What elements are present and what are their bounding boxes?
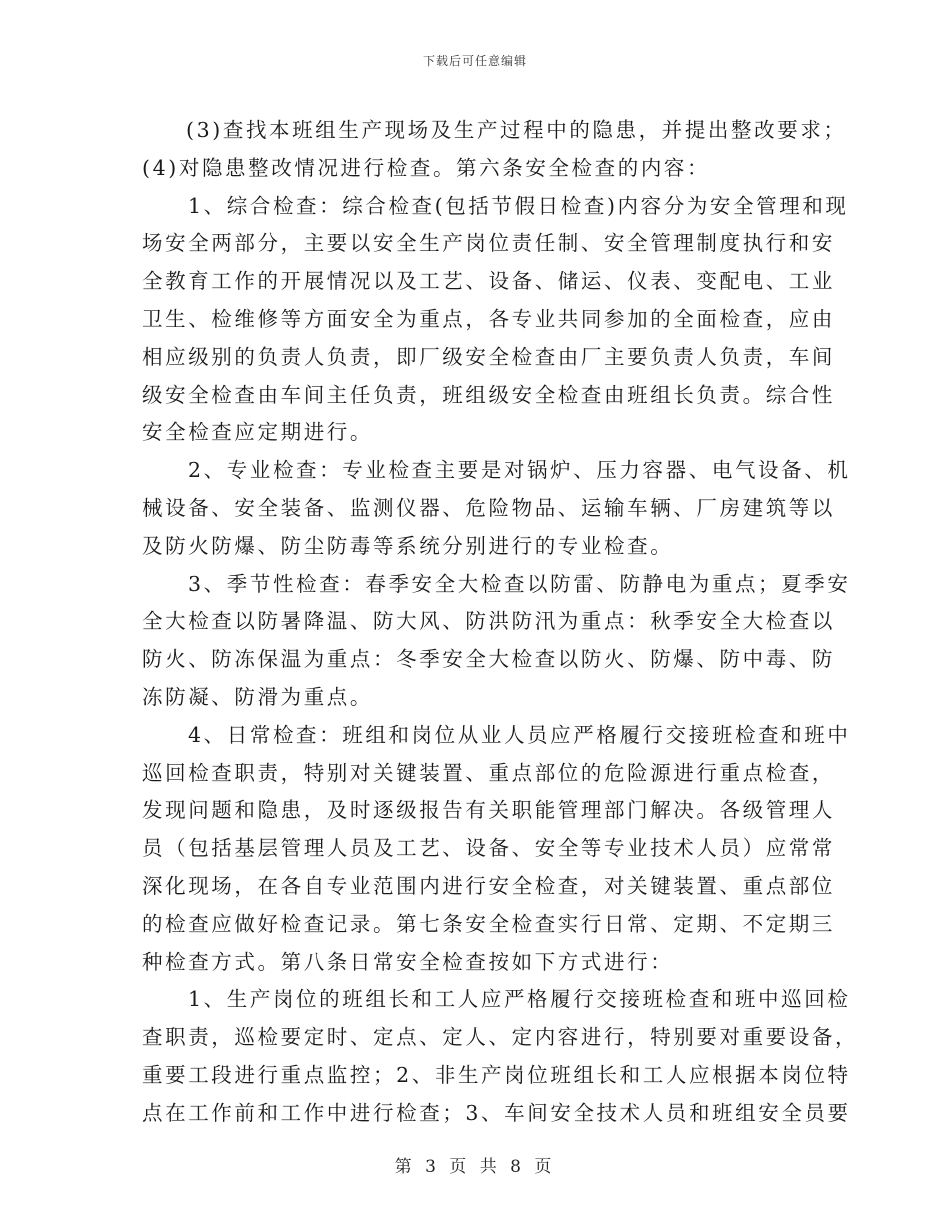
text-line: 相应级别的负责人负责，即厂级安全检查由厂主要负责人负责，车间	[142, 344, 835, 369]
text-line: 深化现场，在各自专业范围内进行安全检查，对关键装置、重点部位	[142, 873, 835, 898]
text-line: 种检查方式。第八条日常安全检查按如下方式进行：	[142, 949, 674, 974]
text-line: 级安全检查由车间主任负责，班组级安全检查由班组长负责。综合性	[142, 382, 835, 407]
text-line: 发现问题和隐患，及时逐级报告有关职能管理部门解决。各级管理人	[142, 798, 835, 823]
text-line: 点在工作前和工作中进行检查；3、车间安全技术人员和班组安全员要	[142, 1100, 851, 1125]
text-line: (4)对隐患整改情况进行检查。第六条安全检查的内容：	[142, 155, 711, 180]
text-line: 巡回检查职责，特别对关键装置、重点部位的危险源进行重点检查，	[142, 760, 835, 785]
text-line: (3)查找本班组生产现场及生产过程中的隐患，并提出整改要求；	[186, 118, 847, 142]
text-line: 3、季节性检查：春季安全大检查以防雷、防静电为重点；夏季安	[188, 571, 851, 596]
text-line: 安全检查应定期进行。	[142, 420, 373, 445]
document-body	[142, 112, 859, 1133]
text-line: 的检查应做好检查记录。第七条安全检查实行日常、定期、不定期三	[142, 911, 835, 936]
text-line: 1、综合检查：综合检查(包括节假日检查)内容分为安全管理和现	[188, 193, 849, 218]
text-line: 重要工段进行重点监控；2、非生产岗位班组长和工人应根据本岗位特	[142, 1062, 851, 1087]
text-line: 1、生产岗位的班组长和工人应严格履行交接班检查和班中巡回检	[188, 987, 851, 1012]
page-number-footer: 第 3 页 共 8 页	[394, 1157, 556, 1177]
page-header: 下载后可任意编辑	[422, 54, 527, 68]
text-line: 员（包括基层管理人员及工艺、设备、安全等专业技术人员）应常常	[142, 836, 835, 861]
text-line: 冻防凝、防滑为重点。	[142, 684, 373, 709]
text-line: 及防火防爆、防尘防毒等系统分别进行的专业检查。	[142, 533, 674, 558]
text-line: 场安全两部分，主要以安全生产岗位责任制、安全管理制度执行和安	[142, 231, 835, 256]
text-line: 械设备、安全装备、监测仪器、危险物品、运输车辆、厂房建筑等以	[142, 495, 835, 520]
text-line: 2、专业检查：专业检查主要是对锅炉、压力容器、电气设备、机	[188, 458, 851, 483]
text-line: 4、日常检查：班组和岗位从业人员应严格履行交接班检查和班中	[188, 722, 851, 747]
text-line: 防火、防冻保温为重点：冬季安全大检查以防火、防爆、防中毒、防	[142, 647, 835, 672]
text-line: 卫生、检维修等方面安全为重点，各专业共同参加的全面检查，应由	[142, 306, 835, 331]
text-line: 全教育工作的开展情况以及工艺、设备、储运、仪表、变配电、工业	[142, 269, 835, 294]
text-line: 全大检查以防暑降温、防大风、防洪防汛为重点：秋季安全大检查以	[142, 609, 835, 634]
text-line: 查职责，巡检要定时、定点、定人、定内容进行，特别要对重要设备，	[142, 1025, 859, 1050]
